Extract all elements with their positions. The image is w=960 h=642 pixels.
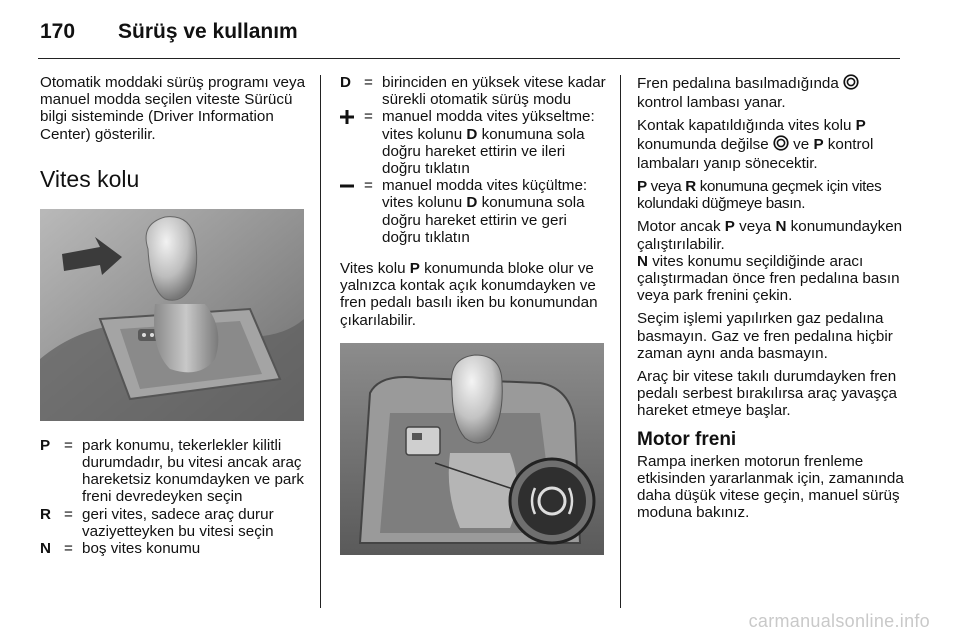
definition-r <box>40 506 306 540</box>
text: Vites kolu <box>340 260 410 278</box>
text: vites konumu seçildiğinde aracı çalıştırmadan önce fren pedalına basın veya park frenini çekin. <box>637 252 900 305</box>
text: konumunda değilse <box>637 135 773 153</box>
definition-d <box>340 74 606 108</box>
gear-definitions <box>40 437 306 557</box>
paragraph <box>637 178 907 212</box>
gear-letter: P <box>637 178 647 196</box>
def-key: N <box>40 540 51 558</box>
column-3 <box>637 74 907 527</box>
gear-letter: D <box>466 194 478 212</box>
text: Fren pedalına basılmadığında <box>637 75 844 92</box>
watermark: carmanualsonline.info <box>748 611 930 631</box>
definition-plus <box>340 108 606 177</box>
gear-letter: D <box>466 125 478 143</box>
def-desc <box>382 177 606 246</box>
def-equals: = <box>64 505 73 523</box>
def-text: konumuna sola doğru hareket ettirin ve geri doğru tıklatın <box>382 194 585 246</box>
def-equals: = <box>364 177 373 195</box>
text: kontrol lambaları yanıp sönecektir. <box>637 135 874 172</box>
def-equals: = <box>364 74 373 91</box>
gear-letter: R <box>685 178 696 196</box>
def-text: manuel modda vites küçültme: vites kolunu <box>382 177 588 212</box>
text: Kontak kapatıldığında vites kolu <box>637 117 856 135</box>
definition-minus <box>340 177 606 246</box>
paragraph: Rampa inerken motorun frenleme etkisinden yararlanmak için, zamanında daha düşük vitese geçin, manuel sürüş moduna bakınız. <box>637 452 904 522</box>
def-desc: park konumu, tekerlekler kilitli durumdadır, bu vitesi ancak araç hareketsiz konumdayken ve park freni devredeyken seçin <box>82 436 305 506</box>
minus-icon <box>340 177 364 197</box>
paragraph: Araç bir vitese takılı durumdayken fren pedalı serbest bırakılırsa araç yavaşça hareket etmeye başlar. <box>637 368 897 420</box>
def-text: konumuna sola doğru hareket ettirin ve ileri doğru tıklatın <box>382 125 585 178</box>
section-title: Vites kolu <box>40 165 140 192</box>
page-number: 170 <box>40 20 76 43</box>
gear-lever-warning-image <box>340 343 604 555</box>
def-desc: boş vites konumu <box>82 540 201 558</box>
brake-warning-icon <box>843 74 859 94</box>
def-desc: birinciden en yüksek vitese kadar sürekli otomatik sürüş modu <box>382 74 606 109</box>
intro-paragraph: Otomatik moddaki sürüş programı veya manuel modda seçilen viteste Sürücü bilgi sisteminde (Driver Information Center) gösterilir. <box>40 74 306 143</box>
lock-paragraph <box>340 260 606 329</box>
gear-letter: P <box>409 260 420 278</box>
plus-icon <box>340 108 364 128</box>
gear-lever-image <box>40 209 304 421</box>
def-equals: = <box>64 540 73 558</box>
column-divider <box>620 75 621 608</box>
text: konumuna geçmek için vites kolundaki düğmeye basın. <box>637 178 882 213</box>
paragraph: Seçim işlemi yapılırken gaz pedalına basmayın. Gaz ve fren pedalına hiçbir zaman aynı anda basmayın. <box>637 310 893 362</box>
definition-p <box>40 437 306 506</box>
paragraph <box>637 74 907 111</box>
gear-letter: N <box>775 218 787 236</box>
def-equals: = <box>64 436 73 454</box>
text: kontrol lambası yanar. <box>637 94 786 112</box>
column-1 <box>40 74 306 557</box>
gear-letter: P <box>855 117 866 135</box>
gear-letter: P <box>813 135 824 153</box>
text: ve <box>788 135 814 153</box>
header-divider <box>38 58 900 59</box>
def-desc <box>382 108 606 177</box>
page-header <box>38 12 900 64</box>
subsection-title: Motor freni <box>637 428 737 450</box>
paragraph <box>637 253 907 305</box>
page-title: Sürüş ve kullanım <box>118 20 298 43</box>
brake-warning-icon <box>773 135 789 155</box>
def-equals: = <box>364 108 373 126</box>
column-divider <box>320 75 321 608</box>
def-key: P <box>40 436 51 454</box>
def-key: R <box>40 505 51 523</box>
paragraph <box>637 117 907 172</box>
gear-letter: N <box>637 252 648 270</box>
gear-definitions <box>340 74 606 246</box>
column-2 <box>340 74 606 555</box>
paragraph <box>637 218 907 252</box>
text: konumunda bloke olur ve yalnızca kontak açık konumdayken ve fren pedalı basılı iken bu konumundan çıkarılabilir. <box>340 260 598 329</box>
def-desc: geri vites, sadece araç durur vaziyetteyken bu vitesi seçin <box>82 505 274 540</box>
text: veya <box>646 178 686 196</box>
definition-n <box>40 540 306 557</box>
text: Motor ancak <box>637 218 725 236</box>
text: veya <box>734 218 776 236</box>
def-text: manuel modda vites yükseltme: vites kolunu <box>382 108 595 143</box>
gear-letter: P <box>724 218 735 236</box>
text: konumundayken çalıştırılabilir. <box>637 218 903 253</box>
def-key: D <box>340 74 351 91</box>
